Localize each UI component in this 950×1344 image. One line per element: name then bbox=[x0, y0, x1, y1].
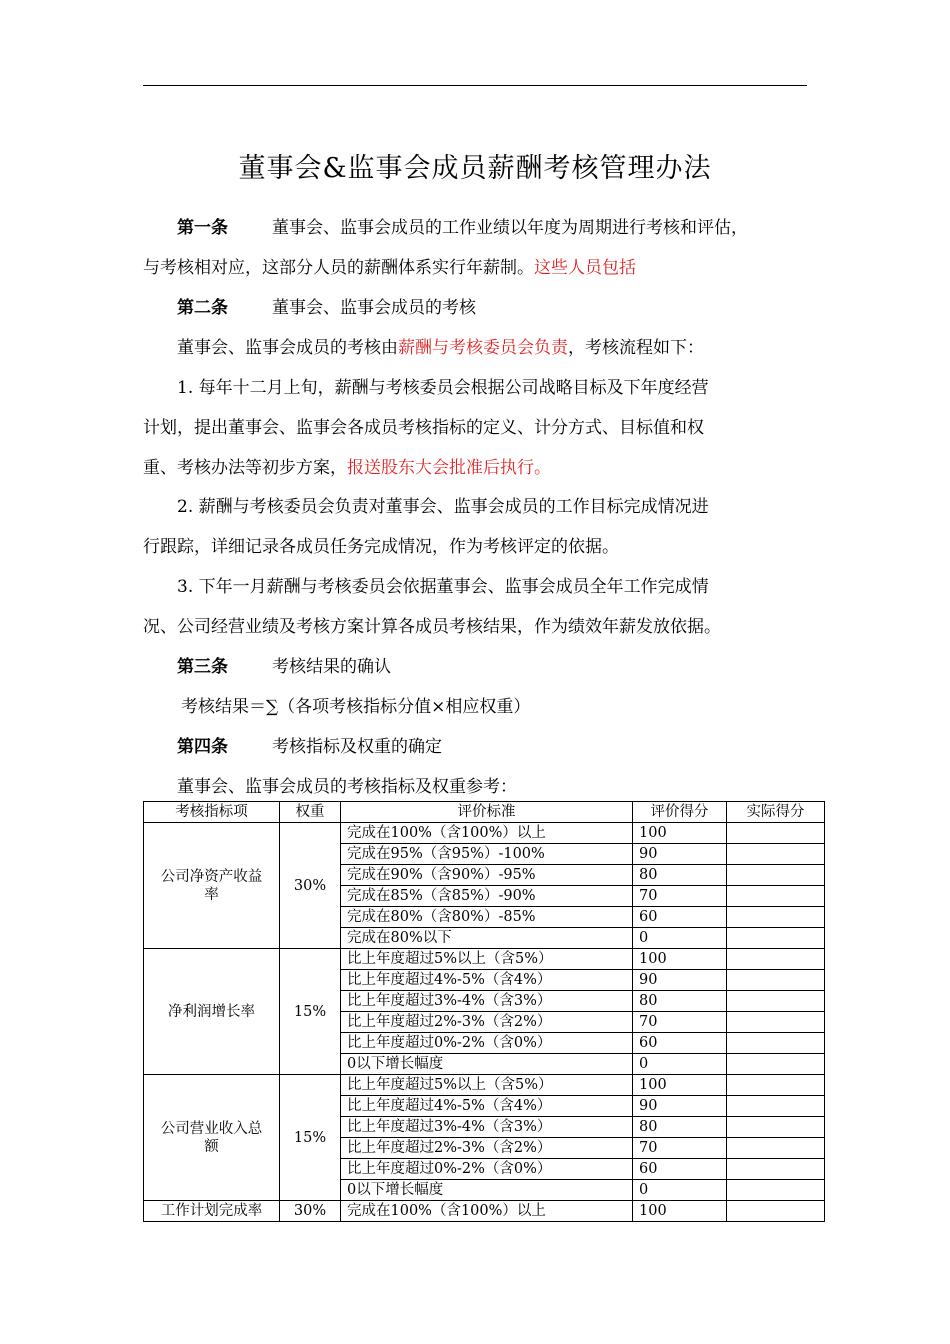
table-header-row bbox=[144, 802, 825, 823]
article-4-heading bbox=[177, 736, 442, 758]
article-1-text-cont: 与考核相对应，这部分人员的薪酬体系实行年薪制。 bbox=[143, 258, 534, 278]
process-3-line-2: 况、公司经营业绩及考核方案计算各成员考核结果，作为绩效年薪发放依据。 bbox=[143, 617, 721, 637]
criterion-cell: 比上年度超过4%-5%（含4%） bbox=[341, 970, 633, 991]
criterion-cell: 0以下增长幅度 bbox=[341, 1054, 633, 1075]
actual-score-cell bbox=[727, 886, 825, 907]
article-4-title: 考核指标及权重的确定 bbox=[272, 737, 442, 757]
article-1-red-note: 这些人员包括 bbox=[534, 258, 636, 278]
header-rule bbox=[143, 85, 807, 86]
actual-score-cell bbox=[727, 1159, 825, 1180]
indicator-cell: 净利润增长率 bbox=[144, 949, 280, 1075]
criterion-cell: 比上年度超过0%-2%（含0%） bbox=[341, 1159, 633, 1180]
document-title: 董事会&监事会成员薪酬考核管理办法 bbox=[238, 153, 712, 184]
criterion-cell: 完成在80%（含80%）-85% bbox=[341, 907, 633, 928]
article-1-line-1 bbox=[177, 217, 748, 239]
process-2-line-2: 行跟踪，详细记录各成员任务完成情况，作为考核评定的依据。 bbox=[143, 537, 619, 557]
score-cell: 60 bbox=[633, 1033, 727, 1054]
table-row bbox=[144, 1201, 825, 1222]
actual-score-cell bbox=[727, 1117, 825, 1138]
criterion-cell: 比上年度超过0%-2%（含0%） bbox=[341, 1033, 633, 1054]
actual-score-cell bbox=[727, 928, 825, 949]
actual-score-cell bbox=[727, 1201, 825, 1222]
process-1-line-2: 计划，提出董事会、监事会各成员考核指标的定义、计分方式、目标值和权 bbox=[143, 418, 704, 438]
weight-cell: 15% bbox=[280, 1075, 341, 1201]
criterion-cell: 完成在85%（含85%）-90% bbox=[341, 886, 633, 907]
article-2-intro-a: 董事会、监事会成员的考核由 bbox=[177, 338, 398, 358]
article-2-intro-b: ，考核流程如下： bbox=[568, 338, 704, 358]
process-1-line-3 bbox=[143, 457, 551, 479]
actual-score-cell bbox=[727, 1096, 825, 1117]
score-cell: 70 bbox=[633, 886, 727, 907]
header-cell: 考核指标项 bbox=[144, 802, 280, 823]
article-2-heading bbox=[177, 297, 476, 319]
criterion-cell: 完成在100%（含100%）以上 bbox=[341, 823, 633, 844]
criterion-cell: 比上年度超过2%-3%（含2%） bbox=[341, 1138, 633, 1159]
table-row bbox=[144, 1075, 825, 1096]
score-cell: 70 bbox=[633, 1138, 727, 1159]
process-1-line-3a: 重、考核办法等初步方案， bbox=[143, 458, 347, 478]
indicator-cell: 公司净资产收益率 bbox=[144, 823, 280, 949]
indicator-cell: 公司营业收入总额 bbox=[144, 1075, 280, 1201]
score-cell: 80 bbox=[633, 1117, 727, 1138]
actual-score-cell bbox=[727, 1138, 825, 1159]
actual-score-cell bbox=[727, 844, 825, 865]
score-cell: 90 bbox=[633, 970, 727, 991]
actual-score-cell bbox=[727, 1012, 825, 1033]
score-cell: 100 bbox=[633, 949, 727, 970]
criterion-cell: 完成在95%（含95%）-100% bbox=[341, 844, 633, 865]
criterion-cell: 比上年度超过4%-5%（含4%） bbox=[341, 1096, 633, 1117]
table-row bbox=[144, 823, 825, 844]
actual-score-cell bbox=[727, 991, 825, 1012]
score-cell: 80 bbox=[633, 991, 727, 1012]
actual-score-cell bbox=[727, 970, 825, 991]
criterion-cell: 0以下增长幅度 bbox=[341, 1180, 633, 1201]
actual-score-cell bbox=[727, 1054, 825, 1075]
score-cell: 90 bbox=[633, 844, 727, 865]
actual-score-cell bbox=[727, 1033, 825, 1054]
header-cell: 评价标准 bbox=[341, 802, 633, 823]
score-table bbox=[143, 801, 825, 1222]
score-cell: 100 bbox=[633, 823, 727, 844]
article-1-text: 董事会、监事会成员的工作业绩以年度为周期进行考核和评估， bbox=[272, 218, 748, 238]
header-cell: 权重 bbox=[280, 802, 341, 823]
indicator-cell: 工作计划完成率 bbox=[144, 1201, 280, 1222]
weight-cell: 30% bbox=[280, 1201, 341, 1222]
criterion-cell: 比上年度超过5%以上（含5%） bbox=[341, 949, 633, 970]
article-3-title: 考核结果的确认 bbox=[272, 657, 391, 677]
score-cell: 100 bbox=[633, 1075, 727, 1096]
weight-cell: 30% bbox=[280, 823, 341, 949]
score-cell: 70 bbox=[633, 1012, 727, 1033]
article-2-intro bbox=[177, 337, 704, 359]
criterion-cell: 比上年度超过5%以上（含5%） bbox=[341, 1075, 633, 1096]
score-cell: 60 bbox=[633, 907, 727, 928]
actual-score-cell bbox=[727, 949, 825, 970]
criterion-cell: 完成在80%以下 bbox=[341, 928, 633, 949]
actual-score-cell bbox=[727, 1075, 825, 1096]
criterion-cell: 完成在90%（含90%）-95% bbox=[341, 865, 633, 886]
actual-score-cell bbox=[727, 907, 825, 928]
table-row bbox=[144, 949, 825, 970]
criterion-cell: 完成在100%（含100%）以上 bbox=[341, 1201, 633, 1222]
criterion-cell: 比上年度超过3%-4%（含3%） bbox=[341, 991, 633, 1012]
process-1-line-3-red: 报送股东大会批准后执行。 bbox=[347, 458, 551, 478]
actual-score-cell bbox=[727, 823, 825, 844]
header-cell: 实际得分 bbox=[727, 802, 825, 823]
score-cell: 80 bbox=[633, 865, 727, 886]
criterion-cell: 比上年度超过3%-4%（含3%） bbox=[341, 1117, 633, 1138]
article-3-label: 第三条 bbox=[177, 657, 228, 677]
actual-score-cell bbox=[727, 1180, 825, 1201]
article-3-heading bbox=[177, 656, 391, 678]
score-cell: 0 bbox=[633, 1054, 727, 1075]
formula: 考核结果＝∑（各项考核指标分值×相应权重） bbox=[181, 697, 531, 717]
article-1-label: 第一条 bbox=[177, 218, 228, 238]
score-cell: 100 bbox=[633, 1201, 727, 1222]
actual-score-cell bbox=[727, 865, 825, 886]
article-2-label: 第二条 bbox=[177, 298, 228, 318]
process-3-line-1: 3. 下年一月薪酬与考核委员会依据董事会、监事会成员全年工作完成情 bbox=[177, 577, 709, 597]
process-2-line-1: 2. 薪酬与考核委员会负责对董事会、监事会成员的工作目标完成情况进 bbox=[177, 497, 709, 517]
article-1-line-2 bbox=[143, 257, 636, 279]
article-4-label: 第四条 bbox=[177, 737, 228, 757]
score-cell: 0 bbox=[633, 1180, 727, 1201]
score-cell: 0 bbox=[633, 928, 727, 949]
score-cell: 60 bbox=[633, 1159, 727, 1180]
weight-cell: 15% bbox=[280, 949, 341, 1075]
score-cell: 90 bbox=[633, 1096, 727, 1117]
process-1-line-1: 1. 每年十二月上旬，薪酬与考核委员会根据公司战略目标及下年度经营 bbox=[177, 378, 709, 398]
article-2-title: 董事会、监事会成员的考核 bbox=[272, 298, 476, 318]
header-cell: 评价得分 bbox=[633, 802, 727, 823]
article-2-intro-red: 薪酬与考核委员会负责 bbox=[398, 338, 568, 358]
article-4-intro: 董事会、监事会成员的考核指标及权重参考： bbox=[177, 777, 517, 797]
criterion-cell: 比上年度超过2%-3%（含2%） bbox=[341, 1012, 633, 1033]
